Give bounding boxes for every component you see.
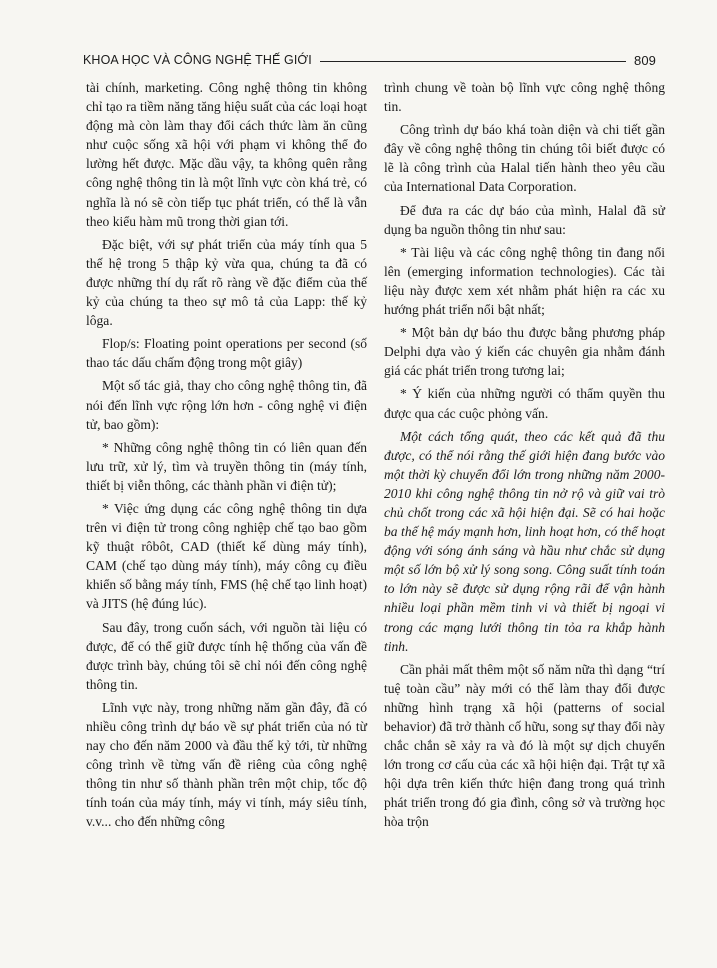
paragraph: Sau đây, trong cuốn sách, với nguồn tài liệu có được, để có thể giữ được tính hệ thống của vấn đề được trình bày, chúng tôi sẽ chỉ nói đến công nghệ thông tin.: [86, 619, 367, 692]
bullet-item: * Việc ứng dụng các công nghệ thông tin dựa trên vi điện tử trong công nghiệp chế tạo bao gồm kỹ thuật rôbôt, CAD (thiết kế dùng máy tính), CAM (chế tạo dùng máy tính), máy công cụ điều khiển số bằng máy tính, FMS (hệ chế tạo linh hoạt) và JITS (hệ đúng lúc).: [86, 500, 367, 612]
paragraph: trình chung về toàn bộ lĩnh vực công nghệ thông tin.: [384, 80, 665, 115]
paragraph: Cần phải mất thêm một số năm nữa thì dạng “trí tuệ toàn cầu” này mới có thể làm thay đổi được những hình trạng xã hội (patterns of social behavior) đã trở thành cố hữu, song sự thay đổi này chắc chắn sẽ xảy ra và đó là một sự dịch chuyển lớn trong cơ cấu của các xã hội hiện đại. Trật tự xã hội dựa trên kiến thức hiện đang trong quá trình phát triển trong đó gia đình, công sở và trường học hòa trộn: [384, 661, 665, 830]
bullet-item: * Tài liệu và các công nghệ thông tin đang nổi lên (emerging information technologies). Các tài liệu này được xem xét nhằm phát hiện ra các xu hướng phát triển nổi bật nhất;: [384, 244, 665, 318]
left-column: [86, 78, 367, 836]
paragraph: Để đưa ra các dự báo của mình, Halal đã sử dụng ba nguồn thông tin như sau:: [384, 202, 665, 237]
paragraph: Lĩnh vực này, trong những năm gần đây, đã có nhiều công trình dự báo về sự phát triển của nó từ nay cho đến năm 2000 và đầu thế kỷ tới, từ những công trình về từng vấn đề riêng của công nghệ thông tin như số thành phần trên một chip, tốc độ tính toán của máy tính, máy vi tính, máy siêu tính, v.v... cho đến những công: [86, 699, 367, 830]
paragraph: Một số tác giả, thay cho công nghệ thông tin, đã nói đến lĩnh vực rộng lớn hơn - công nghệ vi điện tử, bao gồm):: [86, 378, 367, 432]
paragraph: Đặc biệt, với sự phát triển của máy tính qua 5 thế hệ trong 5 thập kỷ vừa qua, chúng ta đã có được những thí dụ rất rõ ràng về đặc điểm của thế kỷ của chúng ta theo sự mô tả của Lapp: thế kỷ lôga.: [86, 236, 367, 329]
paragraph: Flop/s: Floating point operations per second (số thao tác dấu chấm động trong một giây): [86, 336, 367, 371]
bullet-item: * Những công nghệ thông tin có liên quan đến lưu trữ, xử lý, tìm và truyền thông tin (máy tính, thiết bị viễn thông, các thành phần vi điện tử);: [86, 439, 367, 493]
bullet-item: * Ý kiến của những người có thẩm quyền thu được qua các cuộc phỏng vấn.: [384, 386, 665, 421]
header-rule: [320, 61, 626, 62]
paragraph: Công trình dự báo khá toàn diện và chi tiết gần đây về công nghệ thông tin chúng tôi biết được có lẽ là công trình của Halal tiến hành theo yêu cầu của International Data Corporation.: [384, 122, 665, 195]
page-number: 809: [634, 52, 656, 68]
running-header: [83, 50, 656, 70]
italic-paragraph: Một cách tổng quát, theo các kết quả đã thu được, có thể nói rằng thế giới hiện đang bước vào một thời kỳ chuyển đổi lớn trong những năm 2000-2010 khi công nghệ thông tin nở rộ và giữ vai trò chủ chốt trong các xã hội hiện đại. Sẽ có hai hoặc ba thế hệ máy mạnh hơn, linh hoạt hơn, có thể hoạt động với sóng ánh sáng và hầu như chắc sử dụng một số lớn bộ xử lý song song. Công suất tính toán to lớn này sẽ được sử dụng rộng rãi để vận hành nhiều loại phần mềm tinh vi và thiết bị ngoại vi trong các mạng lưới thông tin tỏa ra khắp hành tinh.: [384, 428, 665, 654]
bullet-item: * Một bản dự báo thu được bằng phương pháp Delphi dựa vào ý kiến các chuyên gia nhằm đánh giá các phát triển trong tương lai;: [384, 325, 665, 379]
paragraph: tài chính, marketing. Công nghệ thông tin không chỉ tạo ra tiềm năng tăng hiệu suất của các loại hoạt động mà còn làm thay đổi cách thức làm ăn cũng như cuộc sống xã hội với phạm vi không thể đo lường hết được. Mặc dầu vậy, ta không quên rằng công nghệ thông tin là một lĩnh vực còn khá trẻ, có nghĩa là nó sẽ còn tiếp tục phát triển, có thể là vẫn theo kiểu hàm mũ trong thời gian tới.: [86, 80, 367, 229]
right-column: [384, 78, 665, 836]
header-title: KHOA HỌC VÀ CÔNG NGHỆ THẾ GIỚI: [83, 53, 312, 67]
